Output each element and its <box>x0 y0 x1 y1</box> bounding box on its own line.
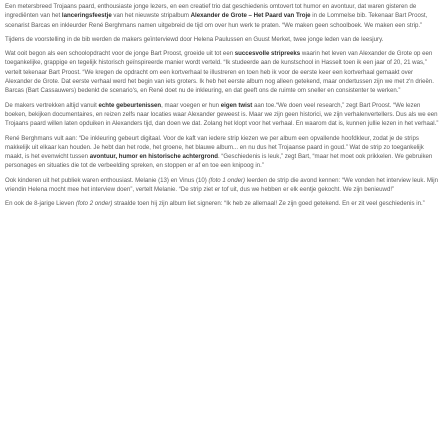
text-run: , maar voegen er hun <box>161 101 221 109</box>
interview-paragraph: Tijdens de voorstelling in de bib werden de makers geïnterviewd door Helena Paulussen en Guust Merket, twee jonge leden van de leesjury. <box>5 35 384 43</box>
origin-paragraph <box>5 49 440 95</box>
text-run: straalde toen hij zijn album liet signeren: “Ik heb ze allemaal! Ze zijn goed getekend. En er zit veel geschiedenis in.” <box>112 200 425 208</box>
photo-caption-ref: (foto 2 onder) <box>75 200 113 208</box>
text-run: Wat ooit begon als een schoolopdracht voor de jonge Bart Proost, groeide uit tot een <box>5 50 235 58</box>
emphasis: eigen twist <box>220 101 253 109</box>
photo-caption-ref: (foto 1 onder) <box>208 176 246 184</box>
text-run: waarin het leven van Alexander de Grote op een toegankelijke, grappige en tegelijk historisch geïnspireerde manier wordt verteld. “Ik studeerde aan de kunstschool in Hasselt toen ik een jaar of 20, 21 was,” vertelt tekenaar Bart Proost. “We kregen de opdracht om een kortverhaal te illustreren en toen heb ik voor de eerste keer een kortverhaal gemaakt over Alexander de Grote. Dat eerste verhaal werd het begin van iets groters. Ik heb het eerste album nog alleen getekend, maar ondertussen zijn we met z'n drieën. Barcas (Bart Cassauwers) bedenkt de scenario's, en René doet nu de inkleuring, en dat geeft ons de ruimte om sneller en consistenter te werken.” <box>5 50 434 95</box>
emphasis: avontuur, humor en historische achtergrond <box>89 153 219 161</box>
text-run: in de Lommelse bib. Tekenaar Bart Proost, scenarist Barcas en inkleurder René Berghmans namen uitgebreid de tijd om over hun werk te praten. “We maken geen schoolboek. We maken een strip.” <box>5 12 428 29</box>
emphasis: lanceringsfeestje <box>61 12 112 20</box>
text-run: De makers vertrekken altijd vanuit <box>5 101 99 109</box>
coloring-paragraph <box>5 134 440 171</box>
album-title: Alexander de Grote – Het Paard van Troje <box>190 12 311 20</box>
text-run: René Berghmans vult aan: “De inkleuring gebeurt digitaal. Voor de kaft van iedere strip kiezen we per album een opvallende hoofdkleur, zodat je de strips makkelijk uit elkaar kan houden. Je hebt dan het rode, het groene, het blauwe album... en nu dus het Trojaanse paard in goud.” Wat de strip zo toegankelijk maakt, is het evenwicht tussen <box>5 134 424 161</box>
research-paragraph <box>5 101 440 129</box>
text-run: En ook de 8-jarige Lieven <box>5 200 76 208</box>
emphasis: succesvolle stripreeks <box>234 50 301 58</box>
text-run: leerden de strip die avond kennen: “We vonden het interview leuk. Mijn vriendin Helena mocht mee het interview doen”, vertelt Melanie. “De strip ziet er tof uit, dus we hebben er elk eentje gekocht. We zijn benieuwd!” <box>5 176 439 194</box>
text-run: van het nieuwste stripalbum <box>111 12 191 20</box>
emphasis: echte gebeurtenissen <box>98 101 162 109</box>
text-run: Een metersbreed Trojaans paard, enthousiaste jonge lezers, en een creatief trio dat geschiedenis omtovert tot humor en avontuur, dat waren gisteren de ingrediënten van het <box>5 3 417 20</box>
intro-paragraph <box>5 2 440 30</box>
audience-paragraph <box>5 176 440 195</box>
text-run: Ook kinderen uit het publiek waren enthousiast. Melanie (13) en Vinus (10) <box>5 176 209 184</box>
text-run: . “Geschiedenis is leuk,” zegt Bart, “maar het moet ook prikkelen. We gebruiken personages en situaties die tot de verbeelding spreken, en stoppen er af en toe een knipoog in.” <box>5 153 433 170</box>
text-run: aan toe.“We doen veel research,” zegt Bart Proost. “We lezen boeken, bekijken documentaires, en reizen zelfs naar locaties waar Alexander geweest is. Maar we zijn geen historici, we zijn verhalenvertellers. Dus als we een Trojaans paard willen laten opduiken in Alexanders tijd, dan doen we dat. Zolang het klopt voor het verhaal. En waarom dat is, kunnen jullie lezen in het verhaal.” <box>5 101 439 128</box>
lieven-paragraph <box>5 199 440 208</box>
